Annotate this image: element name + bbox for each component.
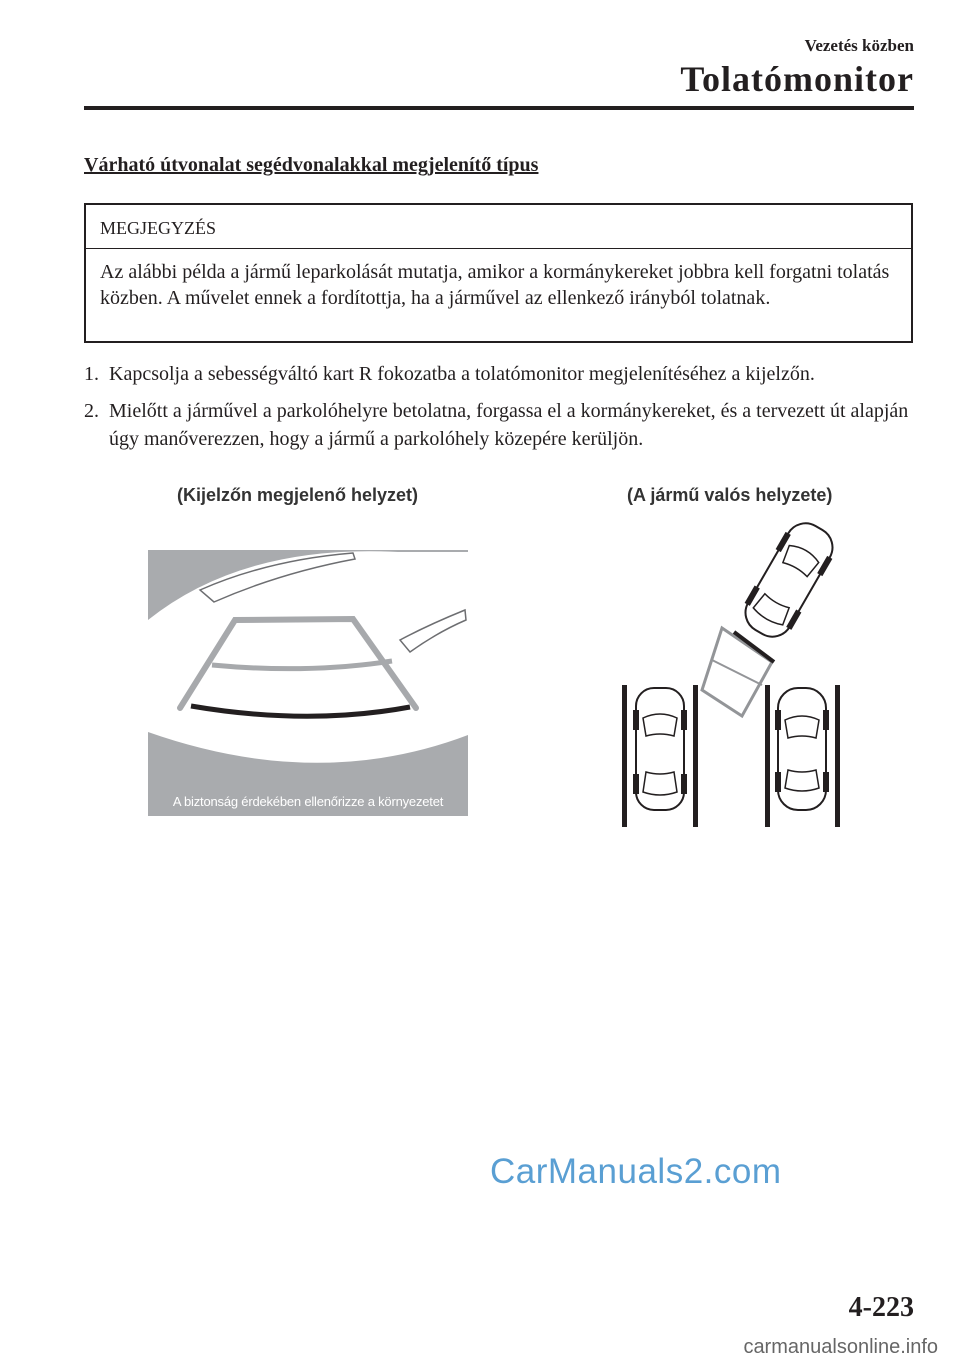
page-title: Tolatómonitor bbox=[680, 59, 914, 99]
step-item bbox=[84, 397, 924, 457]
chapter-label: Vezetés közben bbox=[804, 36, 914, 55]
camera-warning-text: A biztonság érdekében ellenőrizze a környezetet bbox=[172, 794, 444, 809]
caption-actual-position: (A jármű valós helyzete) bbox=[627, 485, 833, 505]
watermark-logo: CarManuals2.com bbox=[490, 1152, 782, 1191]
note-text: Az alábbi példa a jármű leparkolását mutatja, amikor a kormánykereket jobbra kell forgatni tolatás közben. A művelet ennek a fordítottja, ha a járművel az ellenkező irányból tolatnak. bbox=[100, 261, 890, 309]
camera-display-illustration bbox=[148, 550, 468, 816]
parking-line bbox=[622, 685, 627, 827]
reversing-path-marker bbox=[712, 660, 762, 685]
note-box bbox=[84, 203, 913, 343]
note-divider bbox=[86, 248, 911, 249]
caption-display-view: (Kijelzőn megjelenő helyzet) bbox=[177, 485, 419, 505]
section-heading: Várható útvonalat segédvonalakkal megjelenítő típus bbox=[84, 154, 539, 176]
reversing-car bbox=[736, 520, 843, 645]
header-rule bbox=[84, 106, 914, 110]
note-title: MEGJEGYZÉS bbox=[100, 218, 216, 238]
parked-car-right bbox=[775, 688, 829, 810]
footer-site-watermark: carmanualsonline.info bbox=[743, 1336, 938, 1358]
page-header bbox=[0, 0, 960, 112]
step-text: Mielőtt a járművel a parkolóhelyre betolatna, forgassa el a kormánykereket, és a tervezett út alapján úgy manőverezzen, hogy a jármű a parkolóhely közepére kerüljön. bbox=[109, 400, 909, 450]
parking-diagram-illustration bbox=[590, 520, 850, 840]
parking-line bbox=[835, 685, 840, 827]
step-item bbox=[84, 360, 924, 390]
parked-car-left bbox=[633, 688, 687, 810]
step-number: 2. bbox=[84, 400, 99, 422]
step-number: 1. bbox=[84, 363, 99, 385]
step-text: Kapcsolja a sebességváltó kart R fokozatba a tolatómonitor megjelenítéséhez a kijelzőn. bbox=[109, 363, 815, 385]
parking-line bbox=[693, 685, 698, 827]
parking-line bbox=[765, 685, 770, 827]
page-number: 4-223 bbox=[848, 1292, 914, 1323]
